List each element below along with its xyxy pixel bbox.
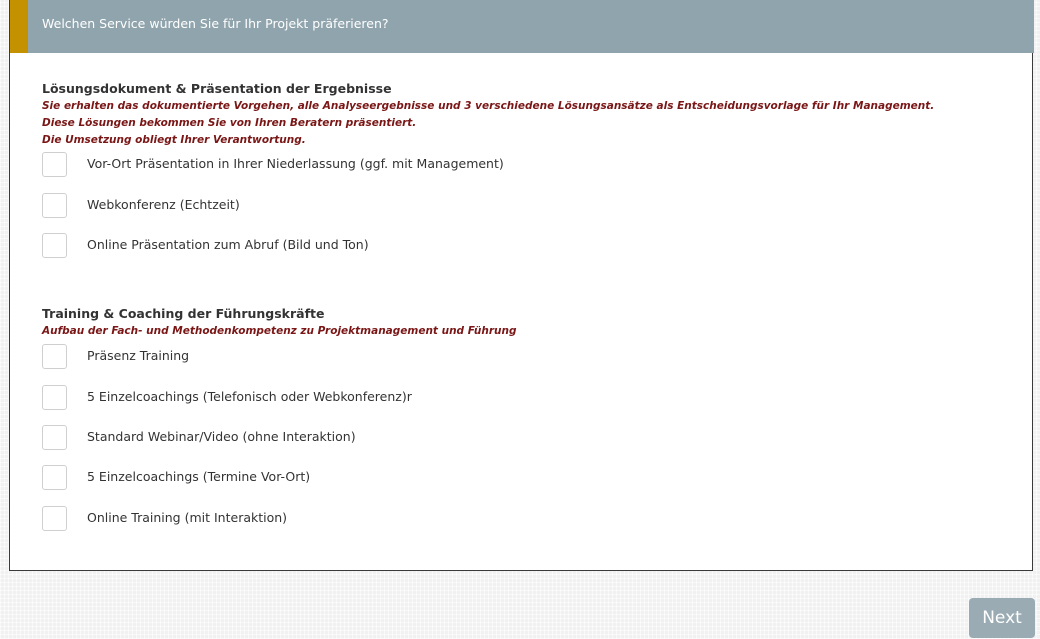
option-label: Präsenz Training [87,348,190,363]
header-accent-bar [10,0,28,53]
next-button[interactable]: Next [969,598,1035,638]
question-title: Welchen Service würden Sie für Ihr Projekt präferieren? [42,16,389,31]
checkbox[interactable] [42,506,67,531]
question-card [9,0,1033,571]
section-description-line: Aufbau der Fach- und Methodenkompetenz zu Projektmanagement und Führung [42,325,517,337]
option-label: Online Präsentation zum Abruf (Bild und Ton) [87,237,369,252]
section-title-loesungsdokument: Lösungsdokument & Präsentation der Ergebnisse [42,81,392,96]
checkbox[interactable] [42,152,67,177]
option-label: 5 Einzelcoachings (Termine Vor-Ort) [87,469,311,484]
question-header [10,0,1034,53]
checkbox[interactable] [42,193,67,218]
option-einzelcoachings-vor-ort[interactable] [42,465,942,492]
option-label: 5 Einzelcoachings (Telefonisch oder Webkonferenz)r [87,389,412,404]
option-label: Standard Webinar/Video (ohne Interaktion) [87,429,356,444]
checkbox[interactable] [42,233,67,258]
section-description-line: Sie erhalten das dokumentierte Vorgehen, alle Analyseergebnisse und 3 verschiedene Lösungsansätze als Entscheidungsvorlage für Ihr Management. [42,100,935,112]
section-description-line: Diese Lösungen bekommen Sie von Ihren Beratern präsentiert. [42,117,417,129]
checkbox[interactable] [42,344,67,369]
section-title-training-coaching: Training & Coaching der Führungskräfte [42,306,325,321]
option-label: Vor-Ort Präsentation in Ihrer Niederlassung (ggf. mit Management) [87,156,504,171]
option-label: Webkonferenz (Echtzeit) [87,197,240,212]
checkbox[interactable] [42,465,67,490]
option-online-training[interactable] [42,506,942,533]
section-description-line: Die Umsetzung obliegt Ihrer Verantwortung. [42,134,306,146]
option-vor-ort-praesentation[interactable] [42,152,942,179]
option-praesenz-training[interactable] [42,344,942,371]
option-standard-webinar[interactable] [42,425,942,452]
checkbox[interactable] [42,385,67,410]
option-einzelcoachings-telefonisch[interactable] [42,385,942,412]
option-online-praesentation[interactable] [42,233,942,260]
checkbox[interactable] [42,425,67,450]
option-label: Online Training (mit Interaktion) [87,510,288,525]
option-webkonferenz[interactable] [42,193,942,220]
